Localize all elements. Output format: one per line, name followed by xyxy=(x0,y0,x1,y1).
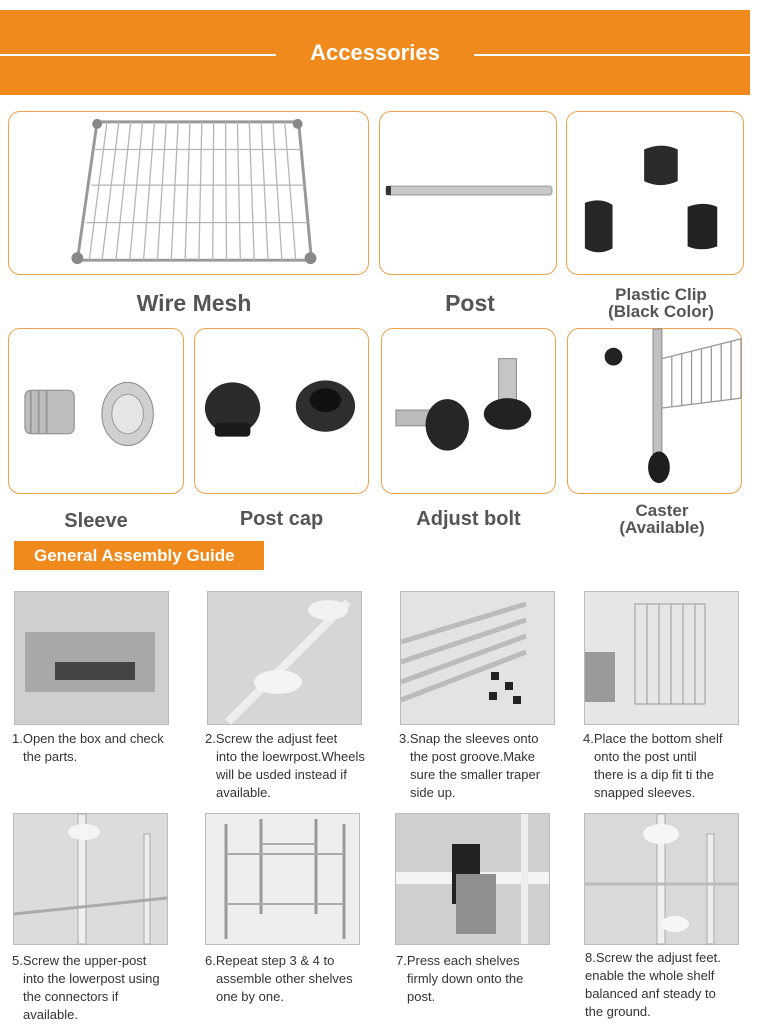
header-banner xyxy=(0,10,750,95)
step-4-line-4: snapped sleeves. xyxy=(594,785,696,800)
post-cap-label: Post cap xyxy=(239,508,324,530)
step-6-photo xyxy=(205,813,360,945)
step-8-line-2: enable the whole shelf xyxy=(585,968,715,983)
step-4-line-2: onto the post until xyxy=(594,749,697,764)
step-2-photo xyxy=(207,591,362,725)
caster-card xyxy=(567,328,742,494)
wire-mesh-label: Wire Mesh xyxy=(136,290,252,316)
step-2-line-2: into the loewrpost.Wheels xyxy=(216,749,365,764)
step-8-text xyxy=(585,949,750,1019)
step-1-line-1: 1.Open the box and check xyxy=(12,731,164,746)
step-7-text xyxy=(396,952,566,1006)
plastic-clip-label xyxy=(566,286,756,320)
step-2-text xyxy=(205,730,385,802)
sleeve-card xyxy=(8,328,184,494)
step-7-line-2: firmly down onto the xyxy=(407,971,524,986)
step-2-line-1: 2.Screw the adjust feet xyxy=(205,731,338,746)
step-5-text xyxy=(12,952,190,1022)
step-3-line-1: 3.Snap the sleeves onto xyxy=(399,731,539,746)
step-1-text xyxy=(12,730,190,766)
plastic-clip-label-line2: (Black Color) xyxy=(608,302,714,321)
caster-label-line2: (Available) xyxy=(619,518,705,537)
plastic-clip-image xyxy=(567,112,743,274)
adjust-bolt-card xyxy=(381,328,556,494)
plastic-clip-label-line1: Plastic Clip xyxy=(615,285,707,304)
step-4-line-1: 4.Place the bottom shelf xyxy=(583,731,723,746)
step-7-line-1: 7.Press each shelves xyxy=(396,953,520,968)
caster-label xyxy=(567,502,757,536)
step-7-photo xyxy=(395,813,550,945)
step-5-photo xyxy=(13,813,168,945)
assembly-guide-heading: General Assembly Guide xyxy=(14,541,264,570)
post-cap-card xyxy=(194,328,369,494)
step-5-line-2: into the lowerpost using xyxy=(23,971,160,986)
step-1-line-2: the parts. xyxy=(23,749,78,764)
sleeve-image xyxy=(9,329,183,493)
step-8-line-4: the ground. xyxy=(585,1004,651,1019)
page-title: Accessories xyxy=(310,40,440,65)
step-3-line-2: the post groove.Make xyxy=(410,749,536,764)
step-6-line-1: 6.Repeat step 3 & 4 to xyxy=(205,953,335,968)
wire-mesh-image xyxy=(9,112,368,274)
step-3-photo xyxy=(400,591,555,725)
step-2-line-3: will be usded instead if xyxy=(216,767,347,782)
step-5-line-3: the connectors if xyxy=(23,989,119,1004)
step-6-line-3: one by one. xyxy=(216,989,284,1004)
caster-label-line1: Caster xyxy=(635,501,689,520)
post-label: Post xyxy=(445,290,495,316)
step-3-line-3: sure the smaller traper xyxy=(410,767,541,782)
wire-mesh-card xyxy=(8,111,369,275)
step-8-photo xyxy=(584,813,739,945)
post-card xyxy=(379,111,557,275)
post-image xyxy=(380,112,556,274)
step-5-line-4: available. xyxy=(23,1007,78,1022)
step-2-line-4: available. xyxy=(216,785,271,800)
step-3-text xyxy=(399,730,569,802)
step-4-photo xyxy=(584,591,739,725)
step-3-line-4: side up. xyxy=(410,785,456,800)
step-4-line-3: there is a dip fit ti the xyxy=(594,767,714,782)
sleeve-label: Sleeve xyxy=(64,510,128,532)
plastic-clip-card xyxy=(566,111,744,275)
adjust-bolt-image xyxy=(382,329,555,493)
step-7-line-3: post. xyxy=(407,989,436,1004)
header-rule-right xyxy=(474,54,750,56)
header-rule-left xyxy=(0,54,276,56)
adjust-bolt-label: Adjust bolt xyxy=(416,508,521,530)
post-cap-image xyxy=(195,329,368,493)
step-1-photo xyxy=(14,591,169,725)
step-8-line-1: 8.Screw the adjust feet. xyxy=(585,950,721,965)
step-4-text xyxy=(583,730,748,802)
step-5-line-1: 5.Screw the upper-post xyxy=(12,953,147,968)
step-6-text xyxy=(205,952,385,1006)
step-6-line-2: assemble other shelves xyxy=(216,971,353,986)
step-8-line-3: balanced anf steady to xyxy=(585,986,716,1001)
caster-image xyxy=(568,329,741,493)
